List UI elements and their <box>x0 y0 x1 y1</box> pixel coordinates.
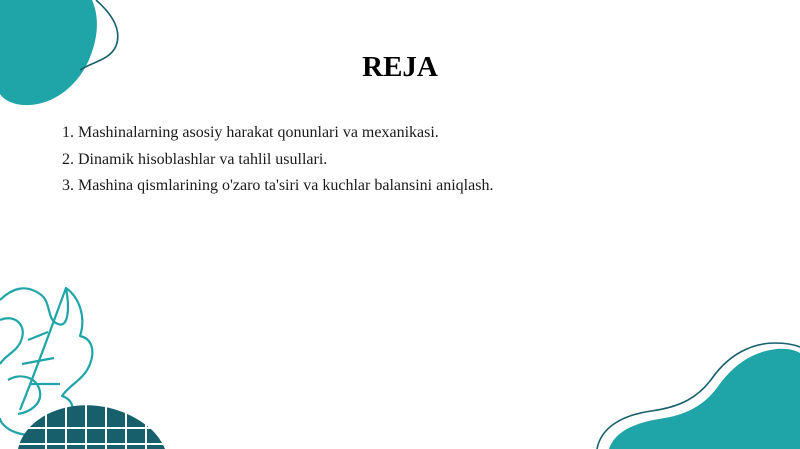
plan-item-1: 1. Mashinalarning asosiy harakat qonunlari va mexanikasi. <box>62 124 439 141</box>
plan-item-2: 2. Dinamik hisoblashlar va tahlil usullari. <box>62 150 328 168</box>
teal-wave-bottom-right <box>595 335 800 449</box>
teal-blob-top-left <box>0 0 130 110</box>
leaf-outline-bottom-left <box>0 280 175 449</box>
slide-title: REJA <box>362 51 438 83</box>
title-container <box>300 48 500 86</box>
plan-item-3: 3. Mashina qismlarining o'zaro ta'siri va kuchlar balansini aniqlash. <box>62 177 494 194</box>
plan-list <box>62 120 493 200</box>
